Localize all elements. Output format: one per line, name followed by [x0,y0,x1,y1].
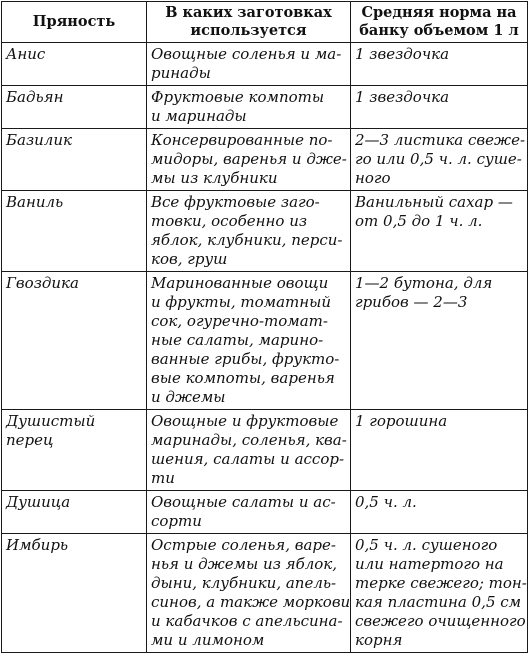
cell-norm-line: 0,5 ч. л. сушеного [355,536,498,554]
cell-norm-line: 0,5 ч. л. [355,493,417,511]
cell-norm-line: го или 0,5 ч. л. суше- [355,150,522,168]
cell-usage-line: синов, а также моркови [151,593,351,611]
header-norm-line: Средняя норма на [361,4,517,21]
cell-spice-line: перец [6,431,54,449]
cell-spice-line: Базилик [6,131,72,149]
cell-usage [147,43,351,86]
cell-norm [351,491,528,534]
cell-usage-line: ков, груш [151,250,228,268]
table-row [2,86,528,129]
cell-norm [351,43,528,86]
cell-norm-line: корня [355,631,403,649]
cell-norm [351,86,528,129]
cell-spice-line: Бадьян [6,88,64,106]
spice-table [1,1,528,653]
cell-norm [351,534,528,653]
cell-norm-line: 1—2 бутона, для [355,274,493,292]
cell-norm [351,191,528,272]
cell-usage [147,491,351,534]
table-row [2,272,528,410]
cell-usage-line: и джемы [151,388,226,406]
header-row [2,2,528,43]
header-norm-line: банку объемом 1 л [359,22,519,39]
cell-usage-line: вые компоты, варенья [151,369,335,387]
cell-usage-line: и маринады [151,107,247,125]
cell-usage-line: Острые соленья, варе- [151,536,336,554]
table-row [2,534,528,653]
cell-norm-line: или натертого на [355,555,504,573]
cell-norm [351,129,528,191]
cell-spice [2,491,147,534]
cell-usage-line: Овощные соленья и ма- [151,45,342,63]
cell-usage-line: ванные грибы, фрукто- [151,350,340,368]
cell-spice [2,129,147,191]
cell-usage-line: сорти [151,512,202,530]
cell-spice-line: Душистый [6,412,96,430]
cell-usage [147,272,351,410]
header-usage-line: используется [190,22,307,39]
table-row [2,191,528,272]
cell-spice [2,191,147,272]
cell-norm-line: кая пластина 0,5 см [355,593,522,611]
header-norm [351,2,528,43]
cell-usage-line: товки, особенно из [151,212,308,230]
cell-usage-line: ми и лимоном [151,631,265,649]
cell-usage-line: мидоры, варенья и дже- [151,150,347,168]
cell-norm-line: от 0,5 до 1 ч. л. [355,212,483,230]
header-usage [147,2,351,43]
cell-usage [147,191,351,272]
table-row [2,43,528,86]
cell-spice-line: Душица [6,493,71,511]
cell-spice [2,272,147,410]
cell-usage-line: маринады, соленья, ква- [151,431,347,449]
cell-norm [351,272,528,410]
cell-usage-line: ти [151,469,175,487]
table-row [2,491,528,534]
cell-norm-line: ного [355,169,391,187]
cell-usage-line: дыни, клубники, апель- [151,574,337,592]
cell-usage-line: мы из клубники [151,169,278,187]
cell-usage-line: и фрукты, томатный [151,293,332,311]
cell-usage [147,534,351,653]
cell-norm-line: 1 звездочка [355,88,450,106]
cell-usage-line: Маринованные овощи [151,274,329,292]
cell-usage-line: Фруктовые компоты [151,88,325,106]
cell-norm-line: грибов — 2—3 [355,293,468,311]
cell-norm-line: 2—3 листика свеже- [355,131,526,149]
cell-usage-line: нья и джемы из яблок, [151,555,338,573]
cell-norm-line: терке свежего; тон- [355,574,527,592]
cell-usage-line: Овощные салаты и ас- [151,493,336,511]
cell-usage [147,86,351,129]
cell-usage-line: сок, огуречно-томат- [151,312,328,330]
cell-spice-line: Гвоздика [6,274,79,292]
cell-usage-line: ные салаты, марино- [151,331,324,349]
cell-usage [147,129,351,191]
header-usage-line: В каких заготовках [165,4,332,21]
cell-usage-line: Консервированные по- [151,131,333,149]
cell-usage [147,410,351,491]
table-row [2,129,528,191]
header-spice-line: Пряность [32,13,116,30]
cell-spice [2,86,147,129]
cell-spice-line: Анис [6,45,46,63]
cell-norm-line: Ванильный сахар — [355,193,513,211]
cell-spice [2,43,147,86]
cell-usage-line: Овощные и фруктовые [151,412,339,430]
cell-spice [2,534,147,653]
cell-spice [2,410,147,491]
cell-norm-line: 1 горошина [355,412,448,430]
cell-norm [351,410,528,491]
cell-usage-line: яблок, клубники, перси- [151,231,343,249]
table-row [2,410,528,491]
table-body [2,43,528,653]
cell-spice-line: Имбирь [6,536,69,554]
cell-usage-line: шения, салаты и ассор- [151,450,345,468]
header-spice [2,2,147,43]
cell-usage-line: и кабачков с апельсина- [151,612,343,630]
cell-spice-line: Ваниль [6,193,64,211]
cell-usage-line: ринады [151,64,211,82]
cell-norm-line: 1 звездочка [355,45,450,63]
cell-norm-line: свежего очищенного [355,612,526,630]
cell-usage-line: Все фруктовые загo- [151,193,320,211]
